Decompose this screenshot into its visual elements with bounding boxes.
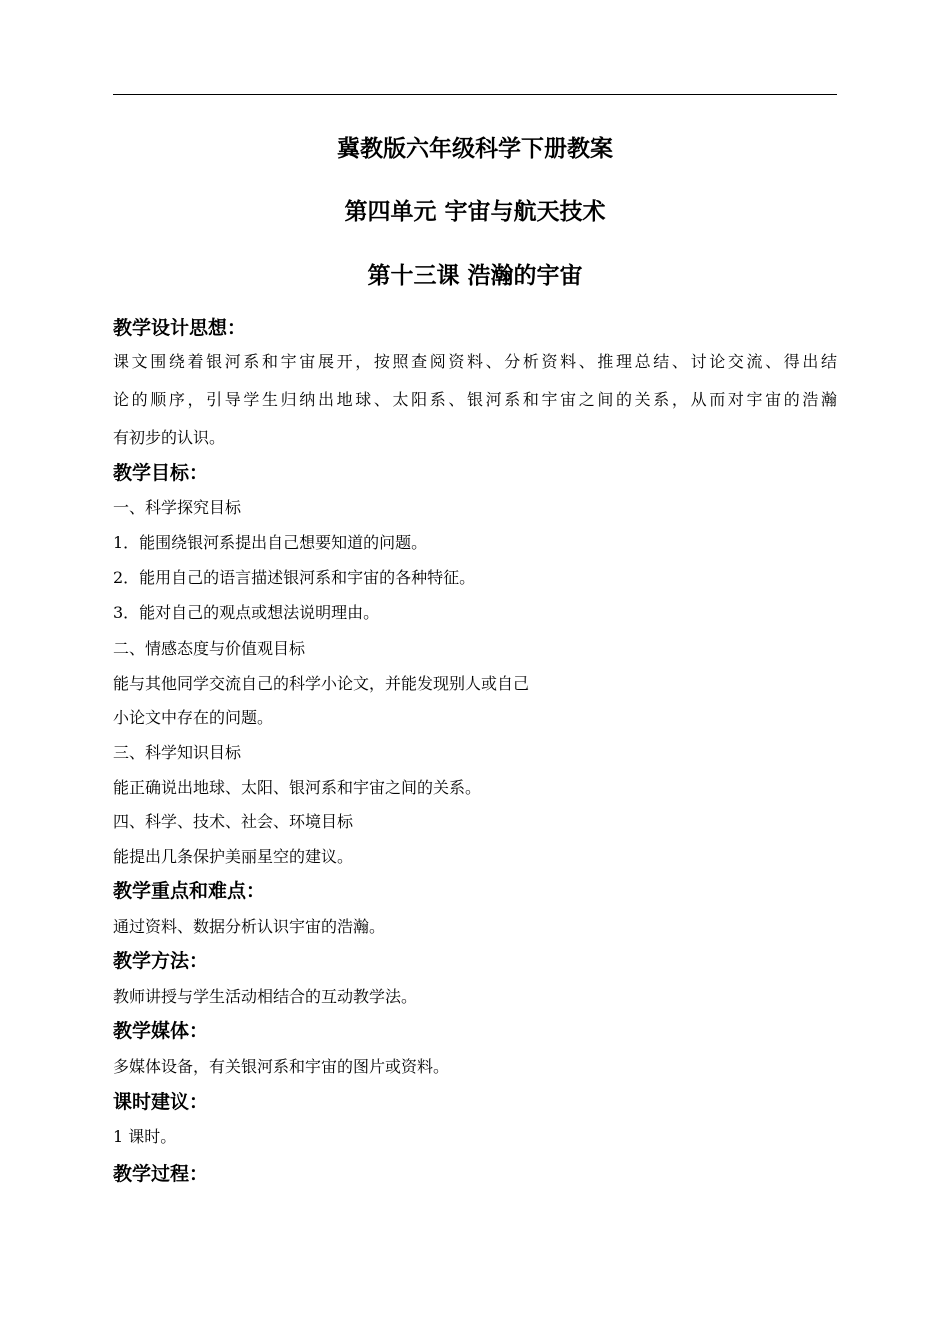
design-line-2: 论的顺序，引导学生归纳出地球、太阳系、银河系和宇宙之间的关系，从而对宇宙的浩瀚 <box>113 390 837 409</box>
society-goal-text: 能提出几条保护美丽星空的建议。 <box>113 847 354 866</box>
inquiry-goal-item-3: 3．能对自己的观点或想法说明理由。 <box>113 603 380 622</box>
method-heading: 教学方法： <box>113 950 209 972</box>
header-rule <box>113 94 837 95</box>
knowledge-goal-title: 三、科学知识目标 <box>113 743 242 762</box>
design-heading: 教学设计思想： <box>113 317 247 339</box>
design-line-3: 有初步的认识。 <box>113 428 226 447</box>
design-line-1: 课文围绕着银河系和宇宙展开，按照查阅资料、分析资料、推理总结、讨论交流、得出结 <box>113 352 837 371</box>
knowledge-goal-text: 能正确说出地球、太阳、银河系和宇宙之间的关系。 <box>113 778 482 797</box>
emotion-goal-title: 二、情感态度与价值观目标 <box>113 639 306 658</box>
keypoints-heading: 教学重点和难点： <box>113 880 266 902</box>
lesson-title: 第十三课 浩瀚的宇宙 <box>367 263 583 289</box>
inquiry-goal-item-2: 2．能用自己的语言描述银河系和宇宙的各种特征。 <box>113 568 476 587</box>
inquiry-goal-item-1: 1．能围绕银河系提出自己想要知道的问题。 <box>113 533 428 552</box>
process-heading: 教学过程： <box>113 1163 209 1185</box>
unit-title: 第四单元 宇宙与航天技术 <box>344 199 606 225</box>
society-goal-title: 四、科学、技术、社会、环境目标 <box>113 812 354 831</box>
goals-heading: 教学目标： <box>113 462 209 484</box>
media-heading: 教学媒体： <box>113 1020 209 1042</box>
media-text: 多媒体设备，有关银河系和宇宙的图片或资料。 <box>113 1057 450 1076</box>
inquiry-goal-title: 一、科学探究目标 <box>113 498 242 517</box>
emotion-goal-line-1: 能与其他同学交流自己的科学小论文，并能发现别人或自己 <box>113 674 530 693</box>
emotion-goal-line-2: 小论文中存在的问题。 <box>113 708 274 727</box>
document-title: 冀教版六年级科学下册教案 <box>337 136 613 162</box>
period-heading: 课时建议： <box>113 1091 209 1113</box>
period-text: 1 课时。 <box>113 1127 177 1146</box>
keypoints-text: 通过资料、数据分析认识宇宙的浩瀚。 <box>113 917 386 936</box>
method-text: 教师讲授与学生活动相结合的互动教学法。 <box>113 987 418 1006</box>
